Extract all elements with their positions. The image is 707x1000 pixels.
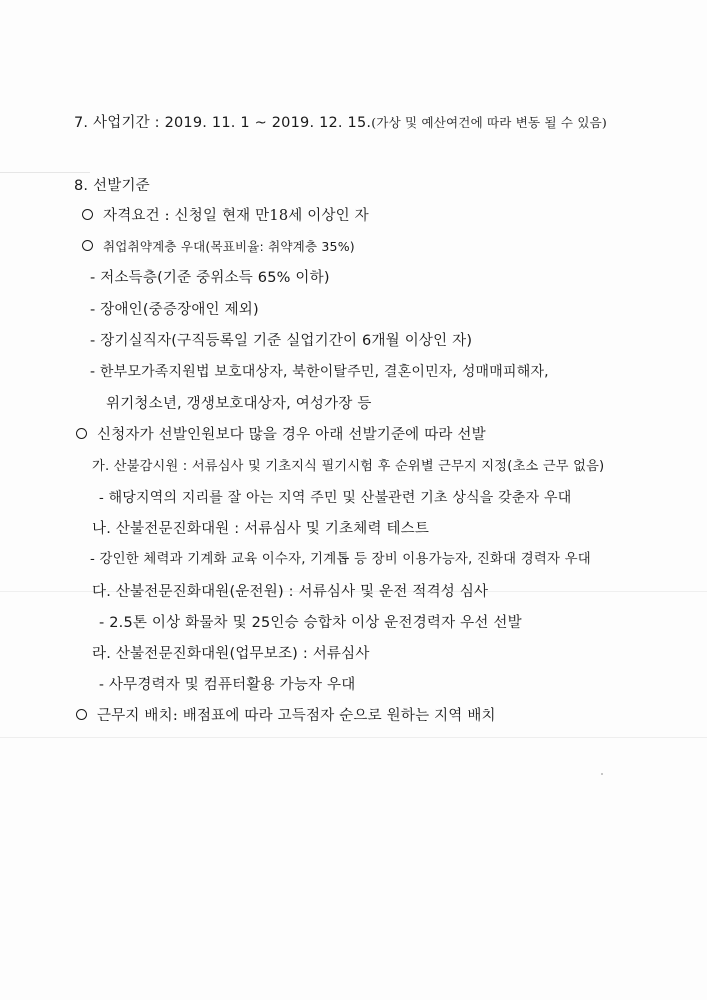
selection-intro-text: 신청자가 선발인원보다 많을 경우 아래 선발기준에 따라 선발 <box>97 427 486 443</box>
qualification-text: 자격요건 : 신청일 현재 만18세 이상인 자 <box>103 208 369 224</box>
role-detail: - 해당지역의 지리를 잘 아는 지역 주민 및 산불관련 기초 상식을 갖춘자 우대 <box>99 490 572 506</box>
placement-text: 근무지 배치: 배점표에 따라 고득점자 순으로 원하는 지역 배치 <box>97 708 496 724</box>
role-detail: - 강인한 체력과 기계화 교육 이수자, 기계톱 등 장비 이용가능자, 진화대 경력자 우대 <box>90 552 591 567</box>
pref-list-item: - 장기실직자(구직등록일 기준 실업기간이 6개월 이상인 자) <box>90 333 473 349</box>
role-detail: - 사무경력자 및 컴퓨터활용 가능자 우대 <box>99 677 356 693</box>
pref-list-item-continued: 위기청소년, 갱생보호대상자, 여성가장 등 <box>106 396 372 412</box>
scan-artifact-line <box>0 172 90 173</box>
pref-list-item: - 저소득층(기준 중위소득 65% 이하) <box>90 270 330 286</box>
circle-bullet-icon <box>76 428 87 439</box>
role-title: 나. 산불전문진화대원 : 서류심사 및 기초체력 테스트 <box>92 521 430 537</box>
preference-item <box>82 237 355 257</box>
role-detail: - 2.5톤 이상 화물차 및 25인승 승합차 이상 운전경력자 우선 선발 <box>99 615 522 631</box>
role-title: 라. 산불전문진화대원(업무보조) : 서류심사 <box>92 646 370 662</box>
role-title: 다. 산불전문진화대원(운전원) : 서류심사 및 운전 적격성 심사 <box>92 584 489 600</box>
section7-note: (가상 및 예산여건에 따라 변동 될 수 있음) <box>371 115 607 130</box>
qualification-item <box>82 206 369 226</box>
pref-list-item: - 장애인(중증장애인 제외) <box>90 302 259 318</box>
scan-artifact-line <box>0 737 707 738</box>
section7-title: 7. 사업기간 : 2019. 11. 1 ~ 2019. 12. 15. <box>74 115 372 131</box>
section8-title: 8. 선발기준 <box>74 178 150 194</box>
scan-speck <box>601 773 603 775</box>
placement-item <box>76 706 496 726</box>
preference-text: 취업취약계층 우대(목표비율: 취약계층 35%) <box>103 239 355 254</box>
section7-line <box>74 113 607 133</box>
role-title: 가. 산불감시원 : 서류심사 및 기초지식 필기시험 후 순위별 근무지 지정(초소 근무 없음) <box>92 459 605 474</box>
pref-list-item: - 한부모가족지원법 보호대상자, 북한이탈주민, 결혼이민자, 성매매피해자, <box>90 364 549 380</box>
circle-bullet-icon <box>76 709 87 720</box>
circle-bullet-icon <box>82 240 93 251</box>
circle-bullet-icon <box>82 209 93 220</box>
selection-intro-item <box>76 425 486 445</box>
